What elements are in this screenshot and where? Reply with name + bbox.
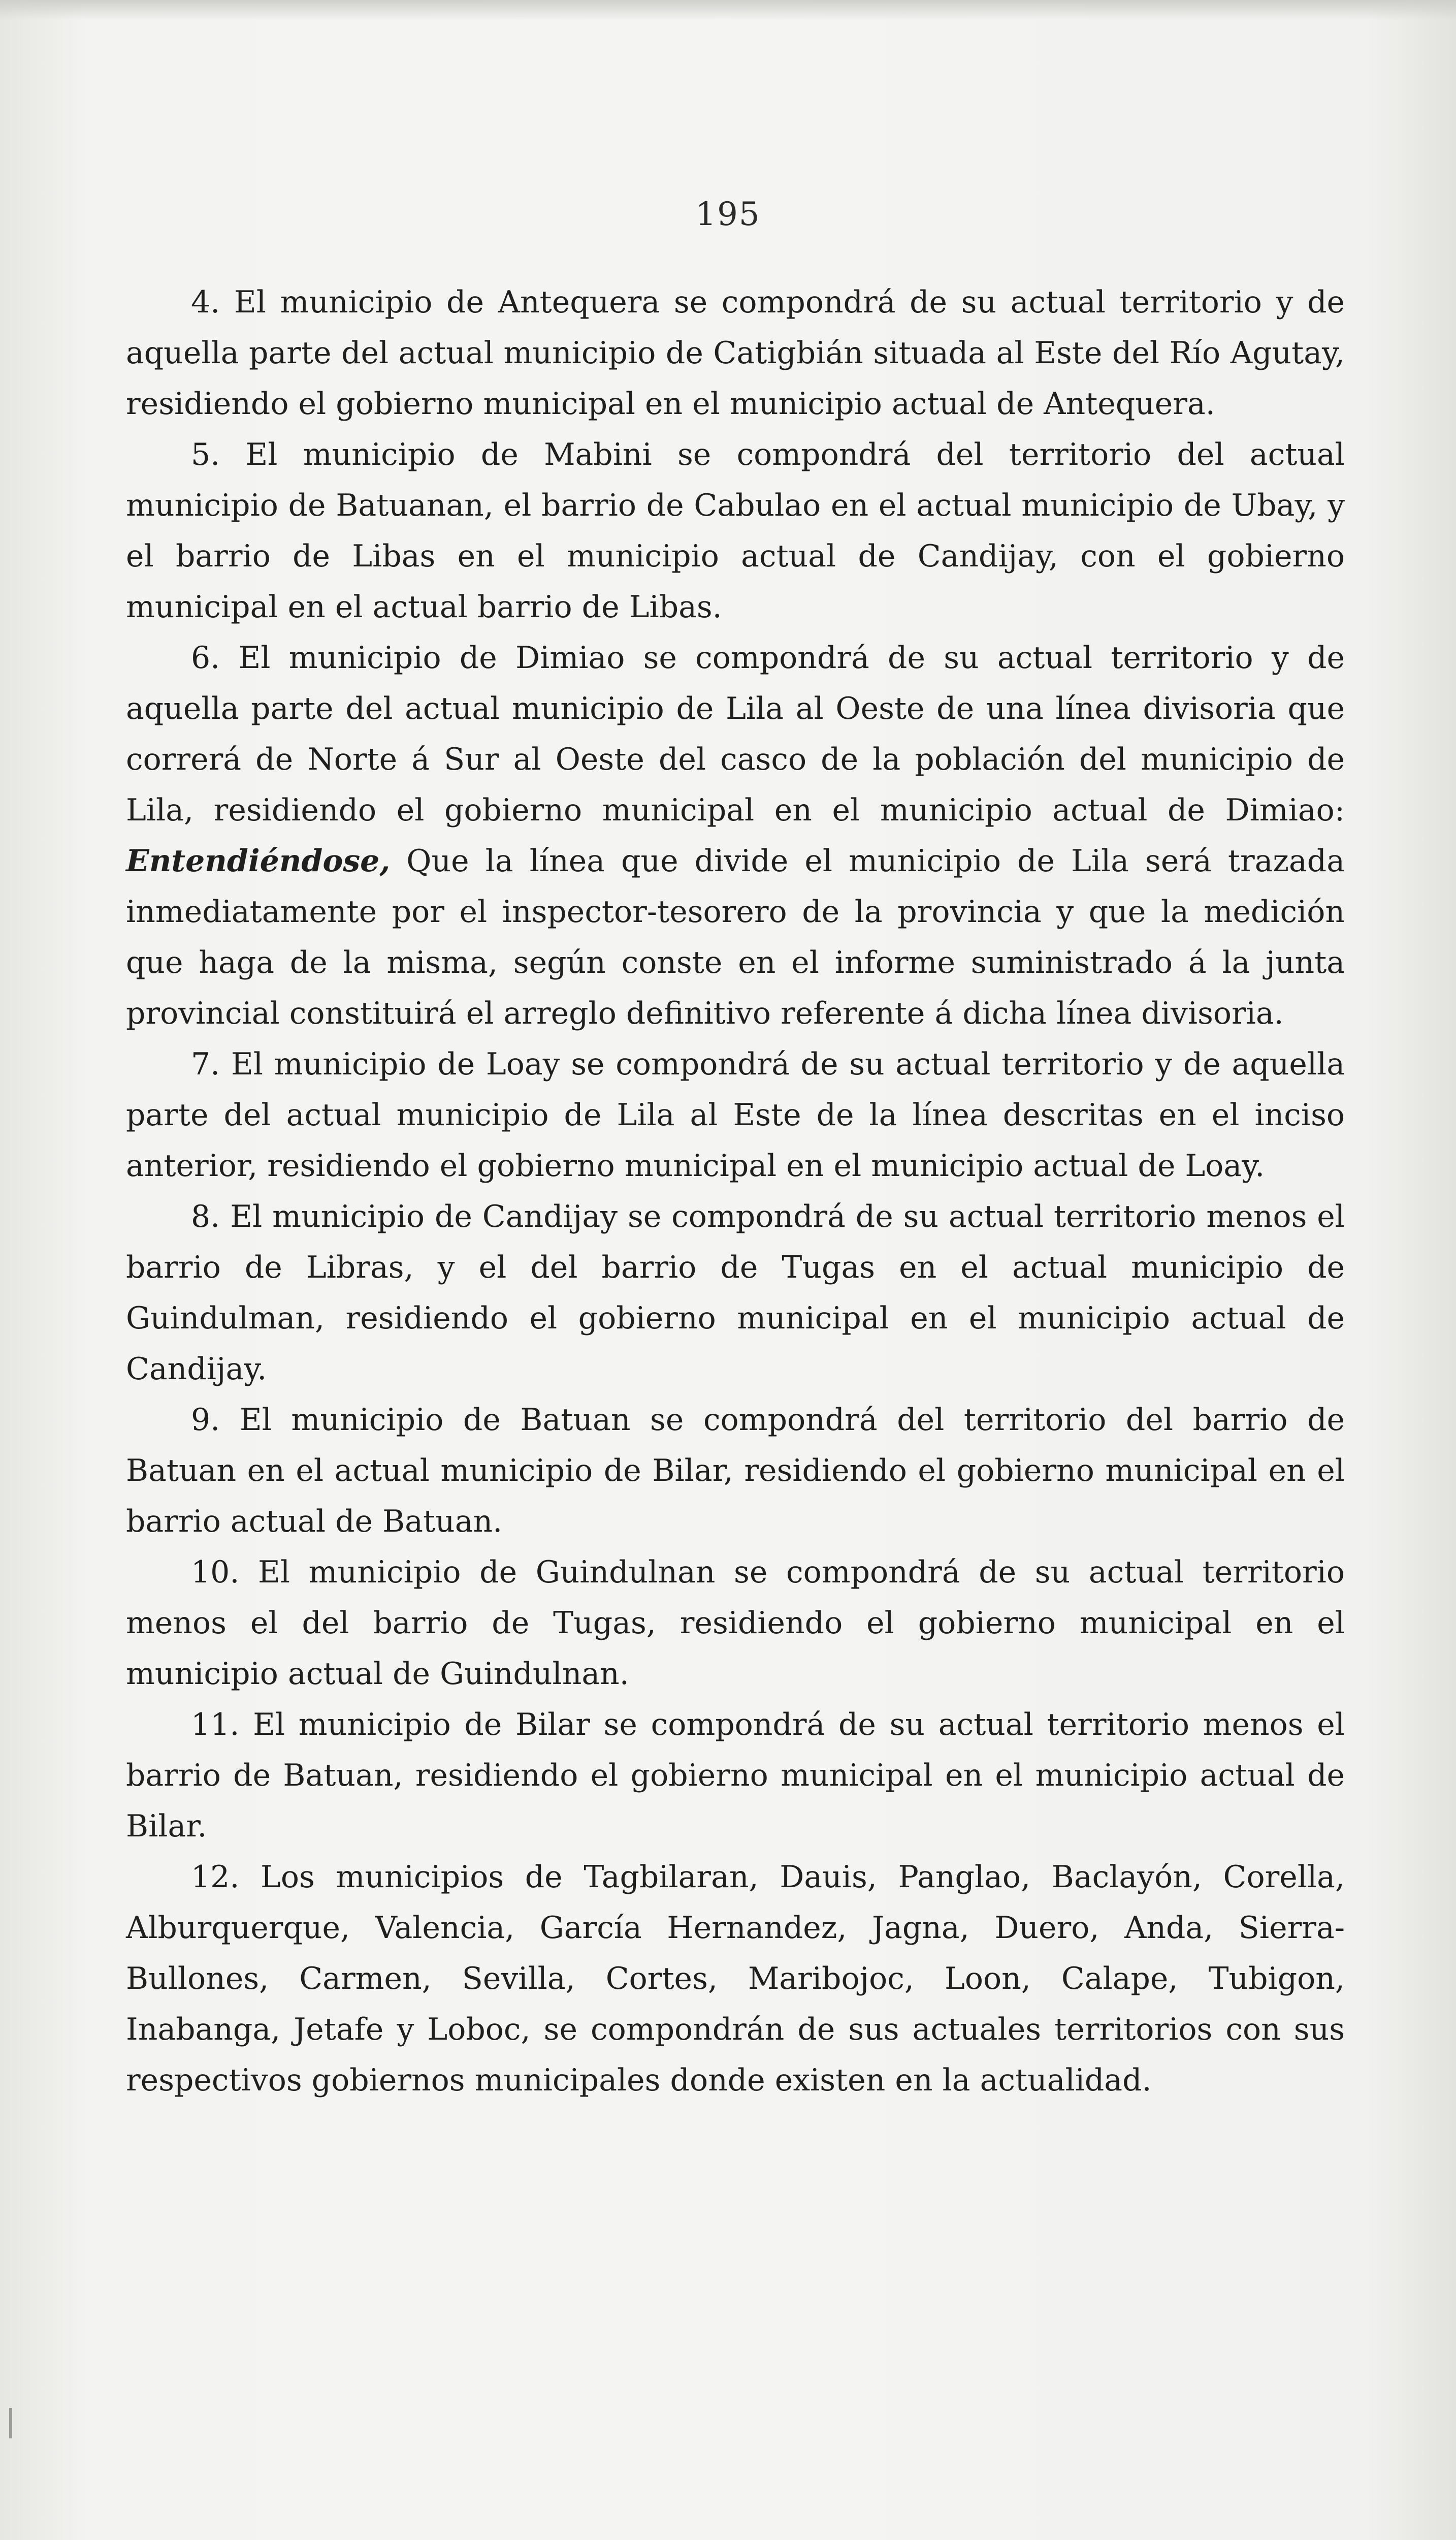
paragraph-5: 5. El municipio de Mabini se compondrá del territorio del actual municipio de Batuanan, el barrio de Cabulao en el actual municipio de Ubay, y el barrio de Libas en el municipio actual de Candijay, con el gobierno municipal en el actual barrio de Libas. xyxy=(126,437,1345,625)
scan-edge-mark xyxy=(9,2408,12,2438)
paragraph-9: 9. El municipio de Batuan se compondrá del territorio del barrio de Batuan en el actual municipio de Bilar, residiendo el gobierno municipal en el barrio actual de Batuan. xyxy=(126,1402,1345,1539)
page-number: 195 xyxy=(695,196,761,233)
paragraph-4: 4. El municipio de Antequera se compondrá de su actual territorio y de aquella parte del actual municipio de Catigbián situada al Este del Río Agutay, residiendo el gobierno municipal en el municipio actual de Antequera. xyxy=(126,284,1345,422)
paragraph-10: 10. El municipio de Guindulnan se compondrá de su actual territorio menos el del barrio de Tugas, residiendo el gobierno municipal en el municipio actual de Guindulnan. xyxy=(126,1554,1345,1692)
paragraph-6 xyxy=(126,632,1345,1039)
paragraph-12: 12. Los municipios de Tagbilaran, Dauis, Panglao, Baclayón, Corella, Alburquerque, Valencia, García Hernandez, Jagna, Duero, Anda, Sierra-Bullones, Carmen, Sevilla, Cortes, Maribojoc, Loon, Calape, Tubigon, Inabanga, Jetafe y Loboc, se compondrán de sus actuales territorios con sus respectivos gobiernos municipales donde existen en la actualidad. xyxy=(126,1859,1345,2098)
paragraph-6-text: 6. El municipio de Dimiao se compondrá de su actual territorio y de aquella parte del actual municipio de Lila al Oeste de una línea divisoria que correrá de Norte á Sur al Oeste del casco de la población del municipio de Lila, residiendo el gobierno municipal en el municipio actual de Dimiao: xyxy=(126,640,1345,828)
paragraph-8: 8. El municipio de Candijay se compondrá de su actual territorio menos el barrio de Libras, y el del barrio de Tugas en el actual municipio de Guindulman, residiendo el gobierno municipal en el municipio actual de Candijay. xyxy=(126,1199,1345,1387)
document-body xyxy=(126,277,1345,2106)
paragraph-7: 7. El municipio de Loay se compondrá de su actual territorio y de aquella parte del actual municipio de Lila al Este de la línea descritas en el inciso anterior, residiendo el gobierno municipal en el municipio actual de Loay. xyxy=(126,1046,1345,1184)
paragraph-6-emphasis: Entendiéndose, xyxy=(126,843,391,879)
paragraph-11: 11. El municipio de Bilar se compondrá de su actual territorio menos el barrio de Batuan, residiendo el gobierno municipal en el municipio actual de Bilar. xyxy=(126,1707,1345,1844)
top-edge-shadow xyxy=(0,0,1456,20)
paragraph-6-proviso: Que la línea que divide el municipio de Lila será trazada inmediatamente por el inspector-tesorero de la provincia y que la medición que haga de la misma, según conste en el informe suministrado á la junta provincial constituirá el arreglo definitivo referente á dicha línea divisoria. xyxy=(126,843,1345,1031)
